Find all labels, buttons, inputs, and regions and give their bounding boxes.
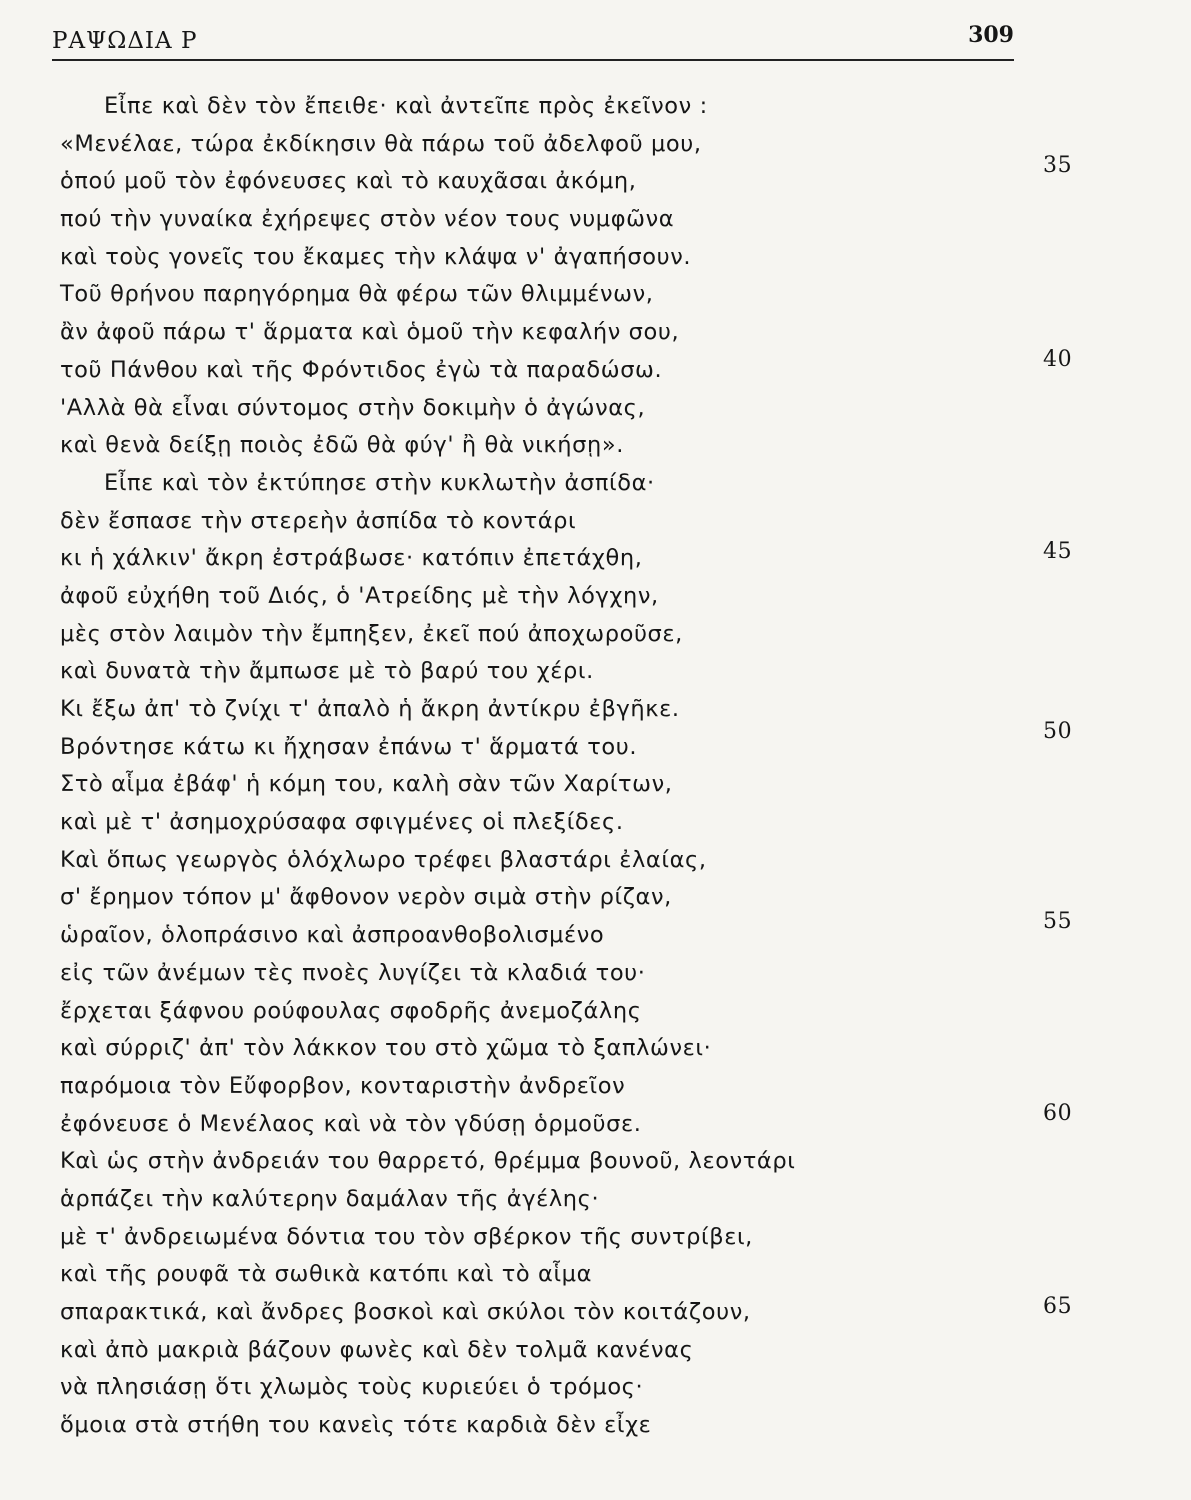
line-number: 65 bbox=[1043, 1294, 1073, 1319]
verse-line: καὶ δυνατὰ τὴν ἄμπωσε μὲ τὸ βαρύ του χέρι. bbox=[60, 658, 594, 685]
page-number: 309 bbox=[968, 22, 1014, 48]
verse-line: Στὸ αἷμα ἐβάφ' ἡ κόμη του, καλὴ σὰν τῶν Χαρίτων, bbox=[60, 771, 673, 798]
line-number: 35 bbox=[1043, 153, 1073, 179]
verse-line: 'Αλλὰ θὰ εἶναι σύντομος στὴν δοκιμὴν ὁ ἀγώνας, bbox=[60, 394, 646, 421]
verse-line: σ' ἔρημον τόπον μ' ἄφθονον νερὸν σιμὰ στὴν ρίζαν, bbox=[60, 884, 672, 911]
verse-line: καὶ σύρριζ' ἀπ' τὸν λάκκον του στὸ χῶμα τὸ ξαπλώνει· bbox=[60, 1035, 712, 1062]
verse-line: νὰ πλησιάσῃ ὅτι χλωμὸς τοὺς κυριεύει ὁ τρόμος· bbox=[60, 1374, 644, 1401]
verse-line: πού τὴν γυναίκα ἐχήρεψες στὸν νέον τους νυμφῶνα bbox=[60, 206, 675, 233]
verse-line: παρόμοια τὸν Εὔφορβον, κονταριστὴν ἀνδρεῖον bbox=[60, 1072, 626, 1099]
line-number: 55 bbox=[1043, 909, 1073, 935]
verse-line: Εἶπε καὶ δὲν τὸν ἔπειθε· καὶ ἀντεῖπε πρὸς ἐκεῖνον : bbox=[104, 93, 708, 119]
verse-line: Τοῦ θρήνου παρηγόρημα θὰ φέρω τῶν θλιμμένων, bbox=[60, 281, 654, 308]
verse-line: ἂν ἀφοῦ πάρω τ' ἅρματα καὶ ὁμοῦ τὴν κεφαλήν σου, bbox=[60, 319, 680, 346]
verse-line: ὡραῖον, ὁλοπράσινο καὶ ἀσπροανθοβολισμένο 55 bbox=[60, 917, 960, 955]
verse-line: ὁπού μοῦ τὸν ἐφόνευσες καὶ τὸ καυχᾶσαι ἀκόμη, 35 bbox=[60, 163, 960, 201]
page-header bbox=[52, 22, 1014, 58]
header-rule bbox=[52, 59, 1014, 61]
verse-line: καὶ τοὺς γονεῖς του ἔκαμες τὴν κλάψα ν' ἀγαπήσουν. bbox=[60, 243, 692, 270]
verse-line: «Μενέλαε, τώρα ἐκδίκησιν θὰ πάρω τοῦ ἀδελφοῦ μου, bbox=[60, 130, 702, 157]
verse-line: κι ἡ χάλκιν' ἄκρη ἐστράβωσε· κατόπιν ἐπετάχθη, 45 bbox=[60, 540, 960, 578]
verse-line: μὲς στὸν λαιμὸν τὴν ἔμπηξεν, ἐκεῖ πού ἀποχωροῦσε, bbox=[60, 620, 683, 647]
line-number: 50 bbox=[1043, 718, 1073, 744]
verse-line: καὶ θενὰ δείξῃ ποιὸς ἐδῶ θὰ φύγ' ἢ θὰ νικήσῃ». bbox=[60, 432, 624, 459]
verse-line: καὶ τῆς ρουφᾶ τὰ σωθικὰ κατόπι καὶ τὸ αἷμα bbox=[60, 1261, 592, 1288]
verse-line: ἔρχεται ξάφνου ρούφουλας σφοδρῆς ἀνεμοζάλης bbox=[60, 997, 642, 1024]
verse-line: Βρόντησε κάτω κι ἤχησαν ἐπάνω τ' ἅρματά του. 50 bbox=[60, 729, 960, 767]
line-number: 60 bbox=[1043, 1100, 1073, 1126]
running-head: ΡΑΨΩΔΙΑ Ρ bbox=[52, 28, 198, 54]
verse-line: τοῦ Πάνθου καὶ τῆς Φρόντιδος ἐγὼ τὰ παραδώσω. 40 bbox=[60, 352, 960, 390]
verse-line: δὲν ἔσπασε τὴν στερεὴν ἀσπίδα τὸ κοντάρι bbox=[60, 507, 577, 534]
verse-line: ἁρπάζει τὴν καλύτερην δαμάλαν τῆς ἀγέλης· bbox=[60, 1185, 600, 1212]
verse-line: Καὶ ὡς στὴν ἀνδρειάν του θαρρετό, θρέμμα βουνοῦ, λεοντάρι bbox=[60, 1148, 796, 1175]
verse-line: Καὶ ὅπως γεωργὸς ὁλόχλωρο τρέφει βλαστάρι ἐλαίας, bbox=[60, 846, 707, 873]
verse-line: εἰς τῶν ἀνέμων τὲς πνοὲς λυγίζει τὰ κλαδιά του· bbox=[60, 959, 646, 986]
verse-line: ἐφόνευσε ὁ Μενέλαος καὶ νὰ τὸν γδύσῃ ὁρμοῦσε. 60 bbox=[60, 1106, 960, 1144]
line-number: 40 bbox=[1043, 346, 1073, 372]
verse-line: καὶ ἀπὸ μακριὰ βάζουν φωνὲς καὶ δὲν τολμᾶ κανένας bbox=[60, 1336, 694, 1363]
verse-line: ὅμοια στὰ στήθη του κανεὶς τότε καρδιὰ δὲν εἶχε bbox=[60, 1412, 652, 1439]
verse-line: σπαρακτικά, καὶ ἄνδρες βοσκοὶ καὶ σκύλοι τὸν κοιτάζουν, 65 bbox=[60, 1294, 960, 1332]
line-number: 45 bbox=[1043, 539, 1073, 565]
verse-line: Κι ἔξω ἀπ' τὸ ζνίχι τ' ἀπαλὸ ἡ ἄκρη ἀντίκρυ ἐβγῆκε. bbox=[60, 696, 680, 722]
verse-line: ἀφοῦ εὐχήθη τοῦ Διός, ὁ 'Ατρείδης μὲ τὴν λόγχην, bbox=[60, 582, 659, 609]
verse-line: καὶ μὲ τ' ἀσημοχρύσαφα σφιγμένες οἱ πλεξίδες. bbox=[60, 809, 624, 836]
verse-line: μὲ τ' ἀνδρειωμένα δόντια του τὸν σβέρκον τῆς συντρίβει, bbox=[60, 1223, 753, 1250]
verse-line: Εἶπε καὶ τὸν ἐκτύπησε στὴν κυκλωτὴν ἀσπίδα· bbox=[104, 469, 655, 496]
poem-text bbox=[60, 88, 1073, 1445]
